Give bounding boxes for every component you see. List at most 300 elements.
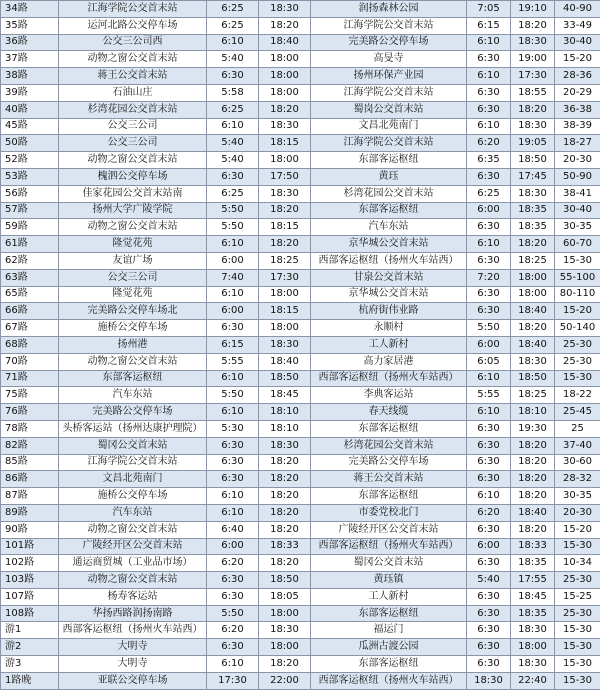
origin-last-bus-cell: 18:20 <box>259 471 311 488</box>
headway-minutes-cell: 15-25 <box>555 588 600 605</box>
origin-first-bus-cell: 5:50 <box>207 219 259 236</box>
route-number-cell: 103路 <box>1 572 59 589</box>
origin-first-bus-cell: 6:20 <box>207 555 259 572</box>
terminus-last-bus-cell: 18:20 <box>511 236 555 253</box>
headway-minutes-cell: 36-38 <box>555 101 600 118</box>
terminus-first-bus-cell: 6:30 <box>467 656 511 673</box>
route-origin-cell: 石油山庄 <box>59 84 207 101</box>
origin-first-bus-cell: 6:00 <box>207 252 259 269</box>
terminus-first-bus-cell: 6:10 <box>467 236 511 253</box>
origin-last-bus-cell: 18:40 <box>259 353 311 370</box>
terminus-last-bus-cell: 18:30 <box>511 353 555 370</box>
route-origin-cell: 公交三公司 <box>59 269 207 286</box>
table-row <box>1 135 600 152</box>
terminus-last-bus-cell: 18:20 <box>511 17 555 34</box>
table-row <box>1 269 600 286</box>
table-row <box>1 185 600 202</box>
origin-first-bus-cell: 6:25 <box>207 185 259 202</box>
route-terminus-cell: 江海学院公交首末站 <box>311 17 467 34</box>
headway-minutes-cell: 38-41 <box>555 185 600 202</box>
route-number-cell: 53路 <box>1 168 59 185</box>
terminus-first-bus-cell: 7:05 <box>467 1 511 18</box>
route-origin-cell: 杨寿客运站 <box>59 588 207 605</box>
route-number-cell: 85路 <box>1 454 59 471</box>
origin-first-bus-cell: 6:10 <box>207 504 259 521</box>
terminus-last-bus-cell: 18:20 <box>511 437 555 454</box>
route-number-cell: 68路 <box>1 336 59 353</box>
headway-minutes-cell: 28-32 <box>555 471 600 488</box>
route-number-cell: 34路 <box>1 1 59 18</box>
route-terminus-cell: 蒋王公交首末站 <box>311 471 467 488</box>
route-origin-cell: 运河北路公交停车场 <box>59 17 207 34</box>
table-row <box>1 605 600 622</box>
origin-first-bus-cell: 6:10 <box>207 34 259 51</box>
route-terminus-cell: 李典客运站 <box>311 387 467 404</box>
headway-minutes-cell: 50-90 <box>555 168 600 185</box>
origin-first-bus-cell: 6:15 <box>207 336 259 353</box>
origin-first-bus-cell: 6:10 <box>207 404 259 421</box>
terminus-first-bus-cell: 6:10 <box>467 488 511 505</box>
origin-last-bus-cell: 18:15 <box>259 135 311 152</box>
route-origin-cell: 杉湾花园公交首末站 <box>59 101 207 118</box>
headway-minutes-cell: 15-20 <box>555 51 600 68</box>
route-terminus-cell: 黄珏镇 <box>311 572 467 589</box>
route-number-cell: 35路 <box>1 17 59 34</box>
origin-last-bus-cell: 18:20 <box>259 555 311 572</box>
headway-minutes-cell: 25 <box>555 420 600 437</box>
route-number-cell: 40路 <box>1 101 59 118</box>
origin-last-bus-cell: 18:10 <box>259 420 311 437</box>
origin-last-bus-cell: 18:00 <box>259 84 311 101</box>
table-row <box>1 521 600 538</box>
origin-first-bus-cell: 6:30 <box>207 68 259 85</box>
route-origin-cell: 扬州大学广陵学院 <box>59 202 207 219</box>
route-terminus-cell: 工人新村 <box>311 588 467 605</box>
route-terminus-cell: 润扬森林公园 <box>311 1 467 18</box>
route-terminus-cell: 东部客运枢纽 <box>311 202 467 219</box>
origin-first-bus-cell: 5:40 <box>207 135 259 152</box>
route-terminus-cell: 高旻寺 <box>311 51 467 68</box>
terminus-last-bus-cell: 17:45 <box>511 168 555 185</box>
headway-minutes-cell: 15-30 <box>555 656 600 673</box>
route-number-cell: 45路 <box>1 118 59 135</box>
terminus-first-bus-cell: 6:30 <box>467 471 511 488</box>
origin-first-bus-cell: 5:50 <box>207 387 259 404</box>
route-origin-cell: 施桥公交停车场 <box>59 320 207 337</box>
route-origin-cell: 蒋王公交首末站 <box>59 68 207 85</box>
origin-first-bus-cell: 6:00 <box>207 538 259 555</box>
route-terminus-cell: 永顺村 <box>311 320 467 337</box>
terminus-first-bus-cell: 6:00 <box>467 538 511 555</box>
headway-minutes-cell: 20-30 <box>555 504 600 521</box>
terminus-first-bus-cell: 6:30 <box>467 286 511 303</box>
route-terminus-cell: 江海学院公交首末站 <box>311 84 467 101</box>
route-origin-cell: 槐泗公交停车场 <box>59 168 207 185</box>
route-terminus-cell: 蜀岗公交首末站 <box>311 101 467 118</box>
route-terminus-cell: 广陵经开区公交首末站 <box>311 521 467 538</box>
origin-first-bus-cell: 6:00 <box>207 303 259 320</box>
route-origin-cell: 东部客运枢纽 <box>59 370 207 387</box>
table-row <box>1 471 600 488</box>
table-row <box>1 219 600 236</box>
route-origin-cell: 江海学院公交首末站 <box>59 454 207 471</box>
route-terminus-cell: 东部客运枢纽 <box>311 152 467 169</box>
headway-minutes-cell: 25-45 <box>555 404 600 421</box>
route-number-cell: 62路 <box>1 252 59 269</box>
table-row <box>1 152 600 169</box>
origin-last-bus-cell: 18:30 <box>259 118 311 135</box>
route-number-cell: 61路 <box>1 236 59 253</box>
route-number-cell: 65路 <box>1 286 59 303</box>
terminus-last-bus-cell: 18:40 <box>511 303 555 320</box>
route-number-cell: 89路 <box>1 504 59 521</box>
route-origin-cell: 扬州港 <box>59 336 207 353</box>
terminus-last-bus-cell: 18:25 <box>511 387 555 404</box>
route-origin-cell: 汽车东站 <box>59 387 207 404</box>
origin-last-bus-cell: 18:00 <box>259 152 311 169</box>
origin-first-bus-cell: 6:40 <box>207 521 259 538</box>
route-terminus-cell: 扬州环保产业园 <box>311 68 467 85</box>
origin-first-bus-cell: 6:25 <box>207 17 259 34</box>
route-terminus-cell: 东部客运枢纽 <box>311 420 467 437</box>
table-row <box>1 622 600 639</box>
route-number-cell: 50路 <box>1 135 59 152</box>
table-row <box>1 555 600 572</box>
terminus-first-bus-cell: 6:30 <box>467 252 511 269</box>
origin-first-bus-cell: 6:25 <box>207 1 259 18</box>
terminus-last-bus-cell: 18:20 <box>511 521 555 538</box>
headway-minutes-cell: 38-39 <box>555 118 600 135</box>
origin-last-bus-cell: 22:00 <box>259 672 311 689</box>
route-origin-cell: 动物之窗公交首末站 <box>59 219 207 236</box>
origin-first-bus-cell: 5:55 <box>207 353 259 370</box>
terminus-last-bus-cell: 18:55 <box>511 84 555 101</box>
origin-first-bus-cell: 6:10 <box>207 370 259 387</box>
terminus-last-bus-cell: 18:20 <box>511 471 555 488</box>
table-row <box>1 639 600 656</box>
origin-last-bus-cell: 18:50 <box>259 572 311 589</box>
table-row <box>1 454 600 471</box>
route-origin-cell: 动物之窗公交首末站 <box>59 521 207 538</box>
origin-first-bus-cell: 6:30 <box>207 437 259 454</box>
table-row <box>1 437 600 454</box>
route-origin-cell: 亚联公交停车场 <box>59 672 207 689</box>
route-terminus-cell: 西部客运枢纽（扬州火车站西） <box>311 370 467 387</box>
route-terminus-cell: 文昌北苑南门 <box>311 118 467 135</box>
headway-minutes-cell: 40-90 <box>555 1 600 18</box>
route-number-cell: 70路 <box>1 353 59 370</box>
origin-last-bus-cell: 18:50 <box>259 370 311 387</box>
headway-minutes-cell: 15-30 <box>555 622 600 639</box>
route-number-cell: 游2 <box>1 639 59 656</box>
origin-last-bus-cell: 17:50 <box>259 168 311 185</box>
terminus-first-bus-cell: 7:20 <box>467 269 511 286</box>
route-origin-cell: 公交三公司西 <box>59 34 207 51</box>
route-terminus-cell: 高力家居港 <box>311 353 467 370</box>
terminus-last-bus-cell: 18:35 <box>511 219 555 236</box>
origin-first-bus-cell: 6:30 <box>207 168 259 185</box>
route-origin-cell: 西部客运枢纽（扬州火车站西） <box>59 622 207 639</box>
origin-last-bus-cell: 18:00 <box>259 320 311 337</box>
route-terminus-cell: 甘泉公交首末站 <box>311 269 467 286</box>
table-row <box>1 538 600 555</box>
route-origin-cell: 文昌北苑南门 <box>59 471 207 488</box>
origin-last-bus-cell: 18:00 <box>259 51 311 68</box>
route-number-cell: 78路 <box>1 420 59 437</box>
terminus-first-bus-cell: 6:25 <box>467 185 511 202</box>
origin-first-bus-cell: 6:10 <box>207 286 259 303</box>
terminus-first-bus-cell: 6:30 <box>467 454 511 471</box>
route-origin-cell: 通运商贸城（工业品市场） <box>59 555 207 572</box>
terminus-last-bus-cell: 18:50 <box>511 152 555 169</box>
headway-minutes-cell: 28-36 <box>555 68 600 85</box>
route-terminus-cell: 黄珏 <box>311 168 467 185</box>
terminus-first-bus-cell: 6:10 <box>467 118 511 135</box>
terminus-last-bus-cell: 18:30 <box>511 622 555 639</box>
headway-minutes-cell: 30-35 <box>555 488 600 505</box>
terminus-last-bus-cell: 18:20 <box>511 488 555 505</box>
headway-minutes-cell: 80-110 <box>555 286 600 303</box>
headway-minutes-cell: 15-30 <box>555 252 600 269</box>
table-row <box>1 353 600 370</box>
origin-first-bus-cell: 5:58 <box>207 84 259 101</box>
headway-minutes-cell: 60-70 <box>555 236 600 253</box>
terminus-last-bus-cell: 18:33 <box>511 538 555 555</box>
table-row <box>1 588 600 605</box>
origin-last-bus-cell: 18:15 <box>259 303 311 320</box>
terminus-first-bus-cell: 6:30 <box>467 588 511 605</box>
route-origin-cell: 公交三公司 <box>59 135 207 152</box>
terminus-last-bus-cell: 19:00 <box>511 51 555 68</box>
route-number-cell: 39路 <box>1 84 59 101</box>
origin-last-bus-cell: 18:25 <box>259 252 311 269</box>
terminus-first-bus-cell: 6:30 <box>467 168 511 185</box>
route-origin-cell: 大明寺 <box>59 639 207 656</box>
terminus-last-bus-cell: 18:30 <box>511 185 555 202</box>
origin-last-bus-cell: 18:33 <box>259 538 311 555</box>
table-row <box>1 303 600 320</box>
terminus-first-bus-cell: 6:30 <box>467 51 511 68</box>
route-terminus-cell: 西部客运枢纽（扬州火车站西） <box>311 672 467 689</box>
terminus-last-bus-cell: 18:25 <box>511 252 555 269</box>
headway-minutes-cell: 15-30 <box>555 639 600 656</box>
route-origin-cell: 动物之窗公交首末站 <box>59 51 207 68</box>
terminus-first-bus-cell: 6:15 <box>467 17 511 34</box>
headway-minutes-cell: 33-49 <box>555 17 600 34</box>
terminus-last-bus-cell: 18:00 <box>511 639 555 656</box>
table-row <box>1 1 600 18</box>
route-origin-cell: 完美路公交停车场北 <box>59 303 207 320</box>
route-number-cell: 37路 <box>1 51 59 68</box>
route-terminus-cell: 工人新村 <box>311 336 467 353</box>
headway-minutes-cell: 15-20 <box>555 303 600 320</box>
schedule-rows <box>1 1 600 690</box>
route-origin-cell: 公交三公司 <box>59 118 207 135</box>
route-terminus-cell: 杭府街伟业路 <box>311 303 467 320</box>
origin-last-bus-cell: 18:30 <box>259 622 311 639</box>
route-terminus-cell: 春天线缆 <box>311 404 467 421</box>
route-terminus-cell: 瓜洲古渡公园 <box>311 639 467 656</box>
origin-first-bus-cell: 5:30 <box>207 420 259 437</box>
route-origin-cell: 隆觉花苑 <box>59 236 207 253</box>
route-origin-cell: 广陵经开区公交首末站 <box>59 538 207 555</box>
terminus-last-bus-cell: 18:35 <box>511 555 555 572</box>
terminus-first-bus-cell: 6:10 <box>467 68 511 85</box>
origin-last-bus-cell: 18:30 <box>259 185 311 202</box>
origin-first-bus-cell: 7:40 <box>207 269 259 286</box>
origin-first-bus-cell: 6:30 <box>207 320 259 337</box>
terminus-first-bus-cell: 6:20 <box>467 135 511 152</box>
table-row <box>1 118 600 135</box>
origin-first-bus-cell: 6:20 <box>207 622 259 639</box>
origin-first-bus-cell: 5:40 <box>207 152 259 169</box>
origin-first-bus-cell: 6:30 <box>207 471 259 488</box>
origin-last-bus-cell: 18:20 <box>259 101 311 118</box>
table-row <box>1 17 600 34</box>
headway-minutes-cell: 20-29 <box>555 84 600 101</box>
route-origin-cell: 华扬西路润扬南路 <box>59 605 207 622</box>
terminus-last-bus-cell: 18:20 <box>511 454 555 471</box>
origin-first-bus-cell: 6:30 <box>207 639 259 656</box>
route-number-cell: 90路 <box>1 521 59 538</box>
origin-last-bus-cell: 18:00 <box>259 286 311 303</box>
terminus-first-bus-cell: 6:30 <box>467 420 511 437</box>
origin-last-bus-cell: 18:30 <box>259 336 311 353</box>
table-row <box>1 672 600 689</box>
terminus-first-bus-cell: 6:10 <box>467 370 511 387</box>
origin-last-bus-cell: 18:20 <box>259 521 311 538</box>
origin-last-bus-cell: 18:05 <box>259 588 311 605</box>
origin-first-bus-cell: 6:30 <box>207 572 259 589</box>
terminus-last-bus-cell: 18:00 <box>511 269 555 286</box>
terminus-first-bus-cell: 6:05 <box>467 353 511 370</box>
route-number-cell: 63路 <box>1 269 59 286</box>
route-terminus-cell: 东部客运枢纽 <box>311 605 467 622</box>
headway-minutes-cell: 30-35 <box>555 219 600 236</box>
terminus-first-bus-cell: 6:00 <box>467 336 511 353</box>
route-number-cell: 101路 <box>1 538 59 555</box>
route-terminus-cell: 京华城公交首末站 <box>311 286 467 303</box>
terminus-last-bus-cell: 18:30 <box>511 34 555 51</box>
route-number-cell: 36路 <box>1 34 59 51</box>
terminus-first-bus-cell: 6:30 <box>467 622 511 639</box>
origin-first-bus-cell: 6:10 <box>207 236 259 253</box>
route-origin-cell: 隆觉花苑 <box>59 286 207 303</box>
table-row <box>1 404 600 421</box>
terminus-first-bus-cell: 6:30 <box>467 303 511 320</box>
table-row <box>1 236 600 253</box>
route-number-cell: 1路晚 <box>1 672 59 689</box>
terminus-first-bus-cell: 6:00 <box>467 202 511 219</box>
origin-last-bus-cell: 18:00 <box>259 639 311 656</box>
table-row <box>1 370 600 387</box>
table-row <box>1 504 600 521</box>
terminus-last-bus-cell: 17:30 <box>511 68 555 85</box>
headway-minutes-cell: 15-30 <box>555 672 600 689</box>
origin-first-bus-cell: 6:10 <box>207 488 259 505</box>
route-terminus-cell: 市委党校北门 <box>311 504 467 521</box>
route-number-cell: 76路 <box>1 404 59 421</box>
headway-minutes-cell: 50-140 <box>555 320 600 337</box>
terminus-last-bus-cell: 18:20 <box>511 101 555 118</box>
headway-minutes-cell: 15-30 <box>555 370 600 387</box>
route-terminus-cell: 杉湾花园公交首末站 <box>311 185 467 202</box>
route-origin-cell: 大明寺 <box>59 656 207 673</box>
route-number-cell: 38路 <box>1 68 59 85</box>
headway-minutes-cell: 20-30 <box>555 152 600 169</box>
table-row <box>1 286 600 303</box>
headway-minutes-cell: 10-34 <box>555 555 600 572</box>
terminus-last-bus-cell: 18:50 <box>511 370 555 387</box>
terminus-first-bus-cell: 18:30 <box>467 672 511 689</box>
table-row <box>1 488 600 505</box>
route-number-cell: 102路 <box>1 555 59 572</box>
headway-minutes-cell: 30-60 <box>555 454 600 471</box>
route-origin-cell: 汽车东站 <box>59 504 207 521</box>
terminus-last-bus-cell: 18:40 <box>511 504 555 521</box>
terminus-first-bus-cell: 6:30 <box>467 437 511 454</box>
route-number-cell: 86路 <box>1 471 59 488</box>
terminus-first-bus-cell: 5:55 <box>467 387 511 404</box>
terminus-last-bus-cell: 18:30 <box>511 656 555 673</box>
origin-last-bus-cell: 18:15 <box>259 219 311 236</box>
origin-last-bus-cell: 18:20 <box>259 454 311 471</box>
route-terminus-cell: 蜀冈公交首末站 <box>311 555 467 572</box>
table-row <box>1 101 600 118</box>
origin-last-bus-cell: 18:20 <box>259 236 311 253</box>
table-row <box>1 84 600 101</box>
table-row <box>1 320 600 337</box>
route-terminus-cell: 完美路公交停车场 <box>311 454 467 471</box>
terminus-last-bus-cell: 19:30 <box>511 420 555 437</box>
terminus-last-bus-cell: 17:55 <box>511 572 555 589</box>
origin-last-bus-cell: 18:30 <box>259 437 311 454</box>
route-terminus-cell: 杉湾花园公交首末站 <box>311 437 467 454</box>
headway-minutes-cell: 55-100 <box>555 269 600 286</box>
table-row <box>1 572 600 589</box>
route-number-cell: 107路 <box>1 588 59 605</box>
origin-last-bus-cell: 18:45 <box>259 387 311 404</box>
route-number-cell: 游1 <box>1 622 59 639</box>
route-origin-cell: 江海学院公交首末站 <box>59 1 207 18</box>
route-number-cell: 56路 <box>1 185 59 202</box>
route-origin-cell: 蜀冈公交首末站 <box>59 437 207 454</box>
headway-minutes-cell: 30-40 <box>555 34 600 51</box>
terminus-first-bus-cell: 6:10 <box>467 34 511 51</box>
origin-first-bus-cell: 6:10 <box>207 118 259 135</box>
headway-minutes-cell: 25-30 <box>555 336 600 353</box>
origin-first-bus-cell: 6:30 <box>207 588 259 605</box>
headway-minutes-cell: 37-40 <box>555 437 600 454</box>
route-origin-cell: 施桥公交停车场 <box>59 488 207 505</box>
terminus-last-bus-cell: 18:35 <box>511 202 555 219</box>
route-number-cell: 87路 <box>1 488 59 505</box>
terminus-last-bus-cell: 18:00 <box>511 286 555 303</box>
terminus-last-bus-cell: 19:10 <box>511 1 555 18</box>
terminus-first-bus-cell: 6:10 <box>467 404 511 421</box>
origin-first-bus-cell: 5:50 <box>207 605 259 622</box>
terminus-first-bus-cell: 6:30 <box>467 555 511 572</box>
origin-last-bus-cell: 18:20 <box>259 202 311 219</box>
table-row <box>1 656 600 673</box>
terminus-first-bus-cell: 6:20 <box>467 504 511 521</box>
origin-first-bus-cell: 5:40 <box>207 51 259 68</box>
headway-minutes-cell: 25-30 <box>555 353 600 370</box>
route-number-cell: 108路 <box>1 605 59 622</box>
route-origin-cell: 友谊广场 <box>59 252 207 269</box>
terminus-first-bus-cell: 6:30 <box>467 219 511 236</box>
headway-minutes-cell: 15-30 <box>555 538 600 555</box>
